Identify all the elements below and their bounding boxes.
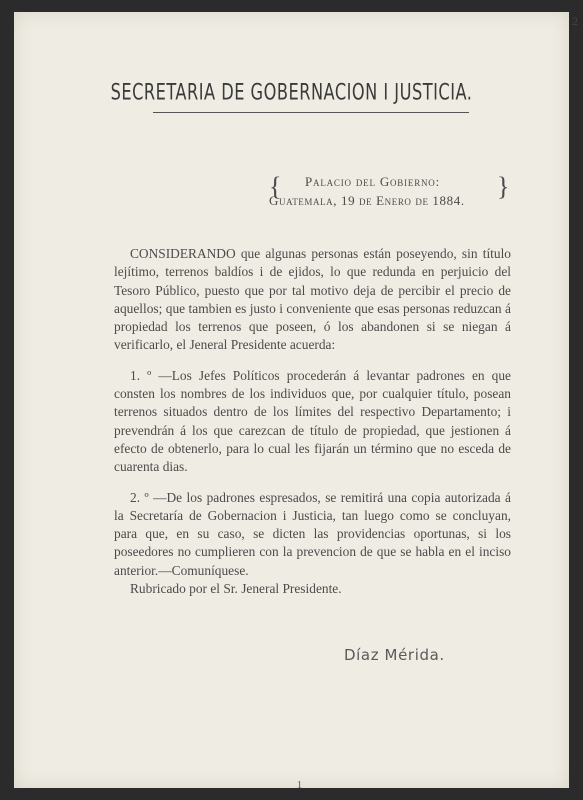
- considerando-paragraph: CONSIDERANDO que algunas personas están poseyendo, sin título lejítimo, terrenos baldíos i de ejidos, lo que redunda en perjuicio del Tesoro Público, puesto que por tal motivo deja de percibir el precio de aquellos; que tambien es justo i conveniente que esas personas reduzcan á propiedad los terrenos que poseen, ó los abandonen si se niegan á verificarlo, el Jeneral Presidente acuerda:: [114, 246, 511, 353]
- page-number: 1: [297, 780, 302, 791]
- left-brace: {: [269, 172, 282, 201]
- document-page: [14, 12, 578, 791]
- heading-underline: [153, 112, 469, 113]
- corner-pencil-mark: 2: [572, 14, 578, 28]
- right-brace: }: [497, 172, 510, 201]
- article-1-paragraph: 1. º —Los Jefes Políticos procederán á levantar padrones en que consten los nombres de los individuos que, por cualquier título, posean terrenos situados dentro de los límites del respectivo Departamento; i prevendrán á los que carezcan de título de propiedad, que jestionen á efecto de obtenerlo, para lo cual les fijarán un término que no esceda de cuarenta dias.: [114, 367, 511, 475]
- document-heading: SECRETARIA DE GOBERNACION I JUSTICIA.: [110, 79, 473, 106]
- document-body: [114, 245, 511, 598]
- signature: Díaz Mérida.: [344, 646, 445, 664]
- rubricado-line: Rubricado por el Sr. Jeneral Presidente.: [130, 581, 342, 597]
- date-line: Guatemala, 19 de Enero de 1884.: [269, 193, 465, 208]
- place-date-block: [269, 172, 509, 210]
- place-line: Palacio del Gobierno:: [305, 174, 441, 189]
- article-2-paragraph: 2. º —De los padrones espresados, se remitirá una copia autorizada á la Secretaría de Gobernacion i Justicia, tan luego como se concluyan, para que, en su caso, se dicten las providencias oportunas, si los poseedores no cumplieren con la prevencion de que se habla en el inciso anterior.—Comuníquese.: [114, 489, 511, 578]
